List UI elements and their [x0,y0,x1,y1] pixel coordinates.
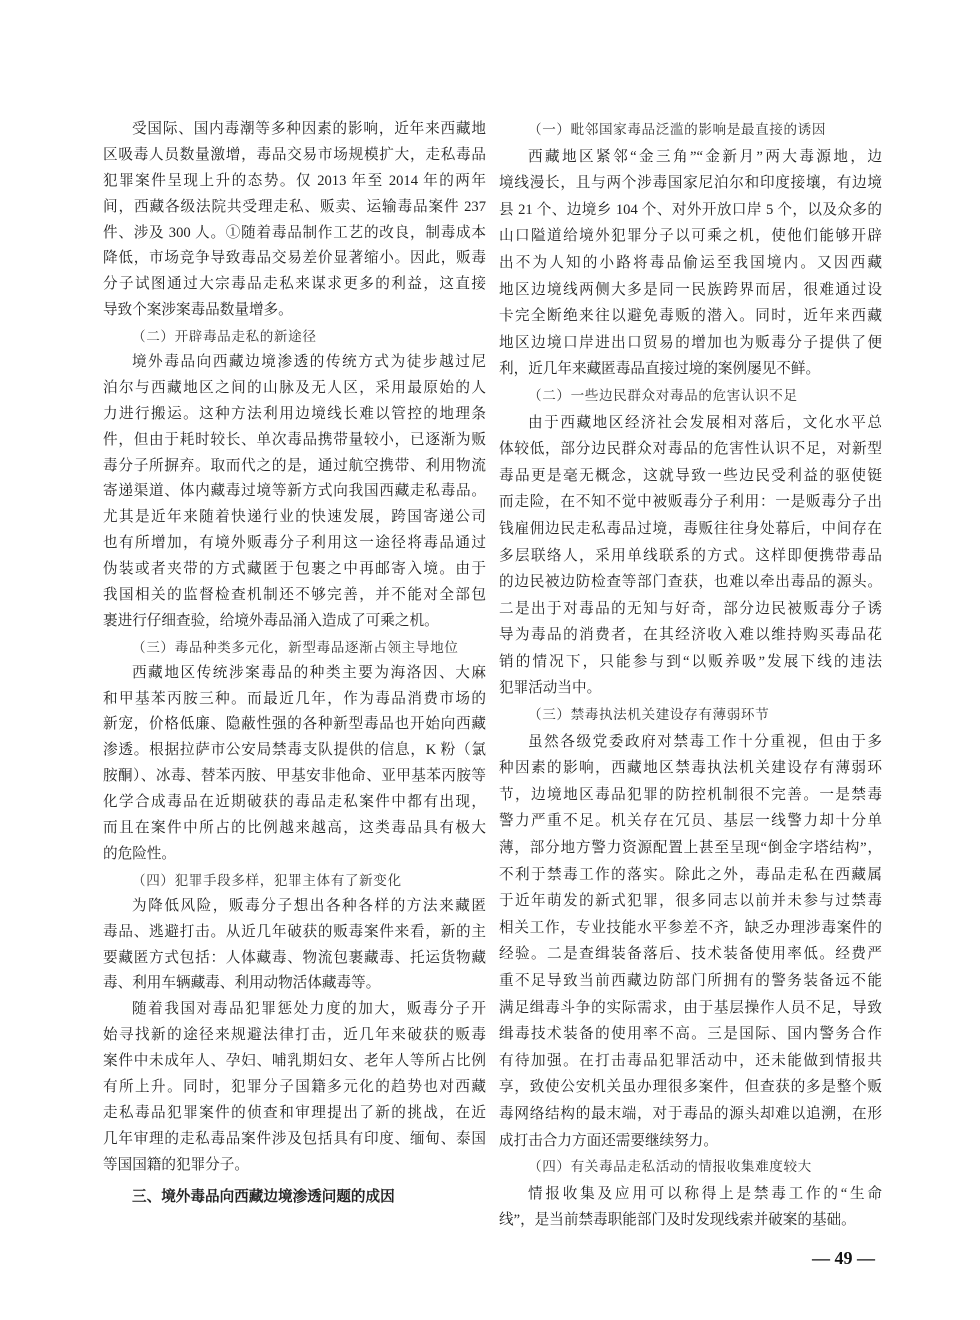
text-line: 不利于禁毒工作的落实。除此之外，毒品走私在西藏属 [499,866,882,883]
text-line: 种因素的影响，西藏地区禁毒执法机关建设存有薄弱环 [499,760,882,777]
text-line: 胺酮）、冰毒、替苯丙胺、甲基安非他命、亚甲基苯丙胺等 [103,768,486,785]
text-line: 随着我国对毒品犯罪惩处力度的加大，贩毒分子开 [132,1001,486,1018]
text-line: 寄递渠道、体内藏毒过境等新方式向我国西藏走私毒品。 [103,483,486,500]
subsection-heading [103,868,486,894]
text-line: （四）犯罪手段多样，犯罪主体有了新变化 [132,872,402,888]
text-line: 等国国籍的犯罪分子。 [103,1156,249,1173]
text-line: 毒品、逃避打击。从近几年破获的贩毒案件来看，新的主 [103,923,486,940]
text-line: 山口隘道给境外犯罪分子以可乘之机，使他们能够开辟 [499,228,882,245]
subsection-heading [103,635,486,661]
text-line: 毒品更是毫无概念，这就导致一些边民受利益的驱使铤 [499,467,882,484]
text-line: （二）一些边民群众对毒品的危害认识不足 [528,387,798,403]
text-line: 地区边境口岸进出口贸易的增加也为贩毒分子提供了便 [499,334,882,351]
text-line: 钱雇佣边民走私毒品过境，毒贩往往身处幕后，中间存在 [499,520,882,537]
text-line: （四）有关毒品走私活动的情报收集难度较大 [528,1159,812,1175]
text-line: 毒、利用车辆藏毒、利用动物活体藏毒等。 [103,975,381,992]
text-line: 裹进行仔细查验，给境外毒品涌入造成了可乘之机。 [103,612,439,629]
text-line: 地区边境线两侧大多是同一民族跨界而居，很难通过设 [499,281,882,298]
text-line: 导为毒品的消费者，在其经济收入难以维持购买毒品花 [499,627,882,644]
text-line: 经验。二是查缉装备落后、技术装备使用率低。经费严 [499,946,882,963]
left-column [103,117,486,1210]
text-line: 警力严重不足。机关存在冗员、基层一线警力却十分单 [499,813,882,830]
text-line: 由于西藏地区经济社会发展相对落后，文化水平总 [528,414,882,431]
text-line: 件、涉及 300 人。①随着毒品制作工艺的改良，制毒成本 [103,224,486,241]
text-line: 境外毒品向西藏边境渗透的传统方式为徒步越过尼 [132,354,486,371]
text-line: 降低，市场竞争导致毒品交易差价显著缩小。因此，贩毒 [103,250,486,267]
text-line: 为降低风险，贩毒分子想出各种各样的方法来藏匿 [132,897,486,914]
subsection-heading [499,383,882,410]
text-line: 薄，部分地方警力资源配置上甚至呈现“倒金字塔结构”， [499,840,882,857]
subsection-heading [499,702,882,729]
text-line: 件，但由于耗时较长、单次毒品携带量较小，已逐渐为贩 [103,431,486,448]
text-line: 体较低，部分边民群众对毒品的危害性认识不足，对新型 [499,441,882,458]
text-line: 要藏匿方式包括：人体藏毒、物流包裹藏毒、托运货物藏 [103,949,486,966]
paragraph [103,661,486,868]
text-line: 县 21 个、边境乡 104 个、对外开放口岸 5 个，以及众多的 [499,201,882,218]
text-line: 而且在案件中所占的比例越来越高，这类毒品具有极大 [103,820,486,837]
text-line: 案件中未成年人、孕妇、哺乳期妇女、老年人等所占比例 [103,1053,486,1070]
paragraph [103,117,486,324]
text-line: 利，近几年来藏匿毒品直接过境的案例屡见不鲜。 [499,361,821,378]
text-line: 导致个案涉案毒品数量增多。 [103,302,293,319]
paragraph [499,144,882,383]
text-line: （一）毗邻国家毒品泛滥的影响是最直接的诱因 [528,122,827,137]
text-line: 的危险性。 [103,845,176,862]
right-column [499,117,882,1234]
text-line: 也有所增加，有境外贩毒分子利用这一途径将毒品通过 [103,535,486,552]
text-line: 有待加强。在打击毒品犯罪活动中，还未能做到情报共 [499,1052,882,1069]
text-line: 卡完全断绝来往以避免毒贩的潜入。同时，近年来西藏 [499,308,882,325]
text-line: 我国相关的监督检查机制还不够完善，并不能对全部包 [103,587,486,604]
text-line: 化学合成毒品在近期破获的毒品走私案件中都有出现， [103,794,486,811]
text-line: 成打击合力方面还需要继续努力。 [499,1132,718,1149]
text-line: 多层联络人，采用单线联系的方式。这样即便携带毒品 [499,547,882,564]
text-line: 虽然各级党委政府对禁毒工作十分重视，但由于多 [528,733,882,750]
subsection-heading [499,1154,882,1181]
text-line: 西藏地区紧邻“金三角”“金新月”两大毒源地，边 [528,148,882,165]
text-line: 毒网络结构的最末端，对于毒品的源头却难以追溯，在形 [499,1105,882,1122]
text-line: （三）禁毒执法机关建设存有薄弱环节 [528,707,770,723]
paragraph [499,729,882,1155]
paragraph [499,1181,882,1234]
text-line: 尤其是近年来随着快递行业的快速发展，跨国寄递公司 [103,509,486,526]
text-line: 受国际、国内毒潮等多种因素的影响，近年来西藏地 [132,121,486,137]
text-line: 相关工作，专业技能水平参差不齐，缺乏办理涉毒案件的 [499,919,882,936]
text-line: 于近年萌发的新式犯罪，很多同志以前并未参与过禁毒 [499,893,882,910]
text-line: 三、境外毒品向西藏边境渗透问题的成因 [132,1188,395,1205]
section-heading [103,1179,486,1211]
text-line: （二）开辟毒品走私的新途径 [132,329,317,345]
text-line: 二是出于对毒品的无知与好奇，部分边民被贩毒分子诱 [499,600,882,617]
text-line: 而走险，在不知不觉中被贩毒分子利用：一是贩毒分子出 [499,494,882,511]
text-line: 节，边境地区毒品犯罪的防控机制很不完善。一是禁毒 [499,786,882,803]
paragraph [103,894,486,998]
text-line: 有所上升。同时，犯罪分子国籍多元化的趋势也对西藏 [103,1078,486,1095]
text-line: 犯罪案件呈现上升的态势。仅 2013 年至 2014 年的两年 [103,172,486,189]
text-line: 走私毒品犯罪案件的侦查和审理提出了新的挑战，在近 [103,1104,486,1121]
text-line: 的边民被边防检查等部门查获，也难以牵出毒品的源头。 [499,574,882,591]
text-line: 满足缉毒斗争的实际需求，由于基层操作人员不足，导致 [499,999,882,1016]
text-line: 几年审理的走私毒品案件涉及包括具有印度、缅甸、泰国 [103,1130,486,1147]
text-line: 出不为人知的小路将毒品偷运至我国境内。又因西藏 [499,254,882,271]
text-line: 间，西藏各级法院共受理走私、贩卖、运输毒品案件 237 [103,198,486,215]
paragraph [103,997,486,1178]
text-line: 西藏地区传统涉案毒品的种类主要为海洛因、大麻 [132,664,486,681]
text-line: （三）毒品种类多元化，新型毒品逐渐占领主导地位 [132,639,459,655]
text-line: 犯罪活动当中。 [499,680,602,697]
text-line: 渗透。根据拉萨市公安局禁毒支队提供的信息，K 粉（氯 [103,742,486,759]
text-line: 区吸毒人员数量激增，毒品交易市场规模扩大，走私毒品 [103,146,486,163]
text-line: 和甲基苯丙胺三种。而最近几年，作为毒品消费市场的 [103,690,486,707]
text-line: 伪装或者夹带的方式藏匿于包裹之中再邮寄入境。由于 [103,561,486,578]
text-line: 分子试图通过大宗毒品走私来谋求更多的利益，这直接 [103,276,486,293]
text-line: 境线漫长，且与两个涉毒国家尼泊尔和印度接壤，有边境 [499,175,882,192]
text-line: 缉毒技术装备的使用率不高。三是国际、国内警务合作 [499,1026,882,1043]
text-line: 线”，是当前禁毒职能部门及时发现线索并破案的基础。 [499,1212,856,1229]
text-line: 力进行搬运。这种方法利用边境线长难以管控的地理条 [103,405,486,422]
text-line: 享，致使公安机关虽办理很多案件，但查获的多是整个贩 [499,1079,882,1096]
text-line: 始寻找新的途径来规避法律打击，近几年来破获的贩毒 [103,1027,486,1044]
text-line: 销的情况下，只能参与到“以贩养吸”发展下线的违法 [499,653,882,670]
subsection-heading [103,324,486,350]
text-line: 重不足导致当前西藏边防部门所拥有的警务装备远不能 [499,973,882,989]
text-line: 情报收集及应用可以称得上是禁毒工作的“生命 [528,1185,882,1202]
text-line: 泊尔与西藏地区之间的山脉及无人区，采用最原始的人 [103,379,486,396]
subsection-heading [499,117,882,144]
page-number: — 49 — [812,1248,875,1268]
text-line: 毒分子所摒弃。取而代之的是，通过航空携带、利用物流 [103,457,486,474]
paragraph [103,350,486,635]
paragraph [499,410,882,703]
text-line: 新宠，价格低廉、隐蔽性强的各种新型毒品也开始向西藏 [103,716,486,733]
